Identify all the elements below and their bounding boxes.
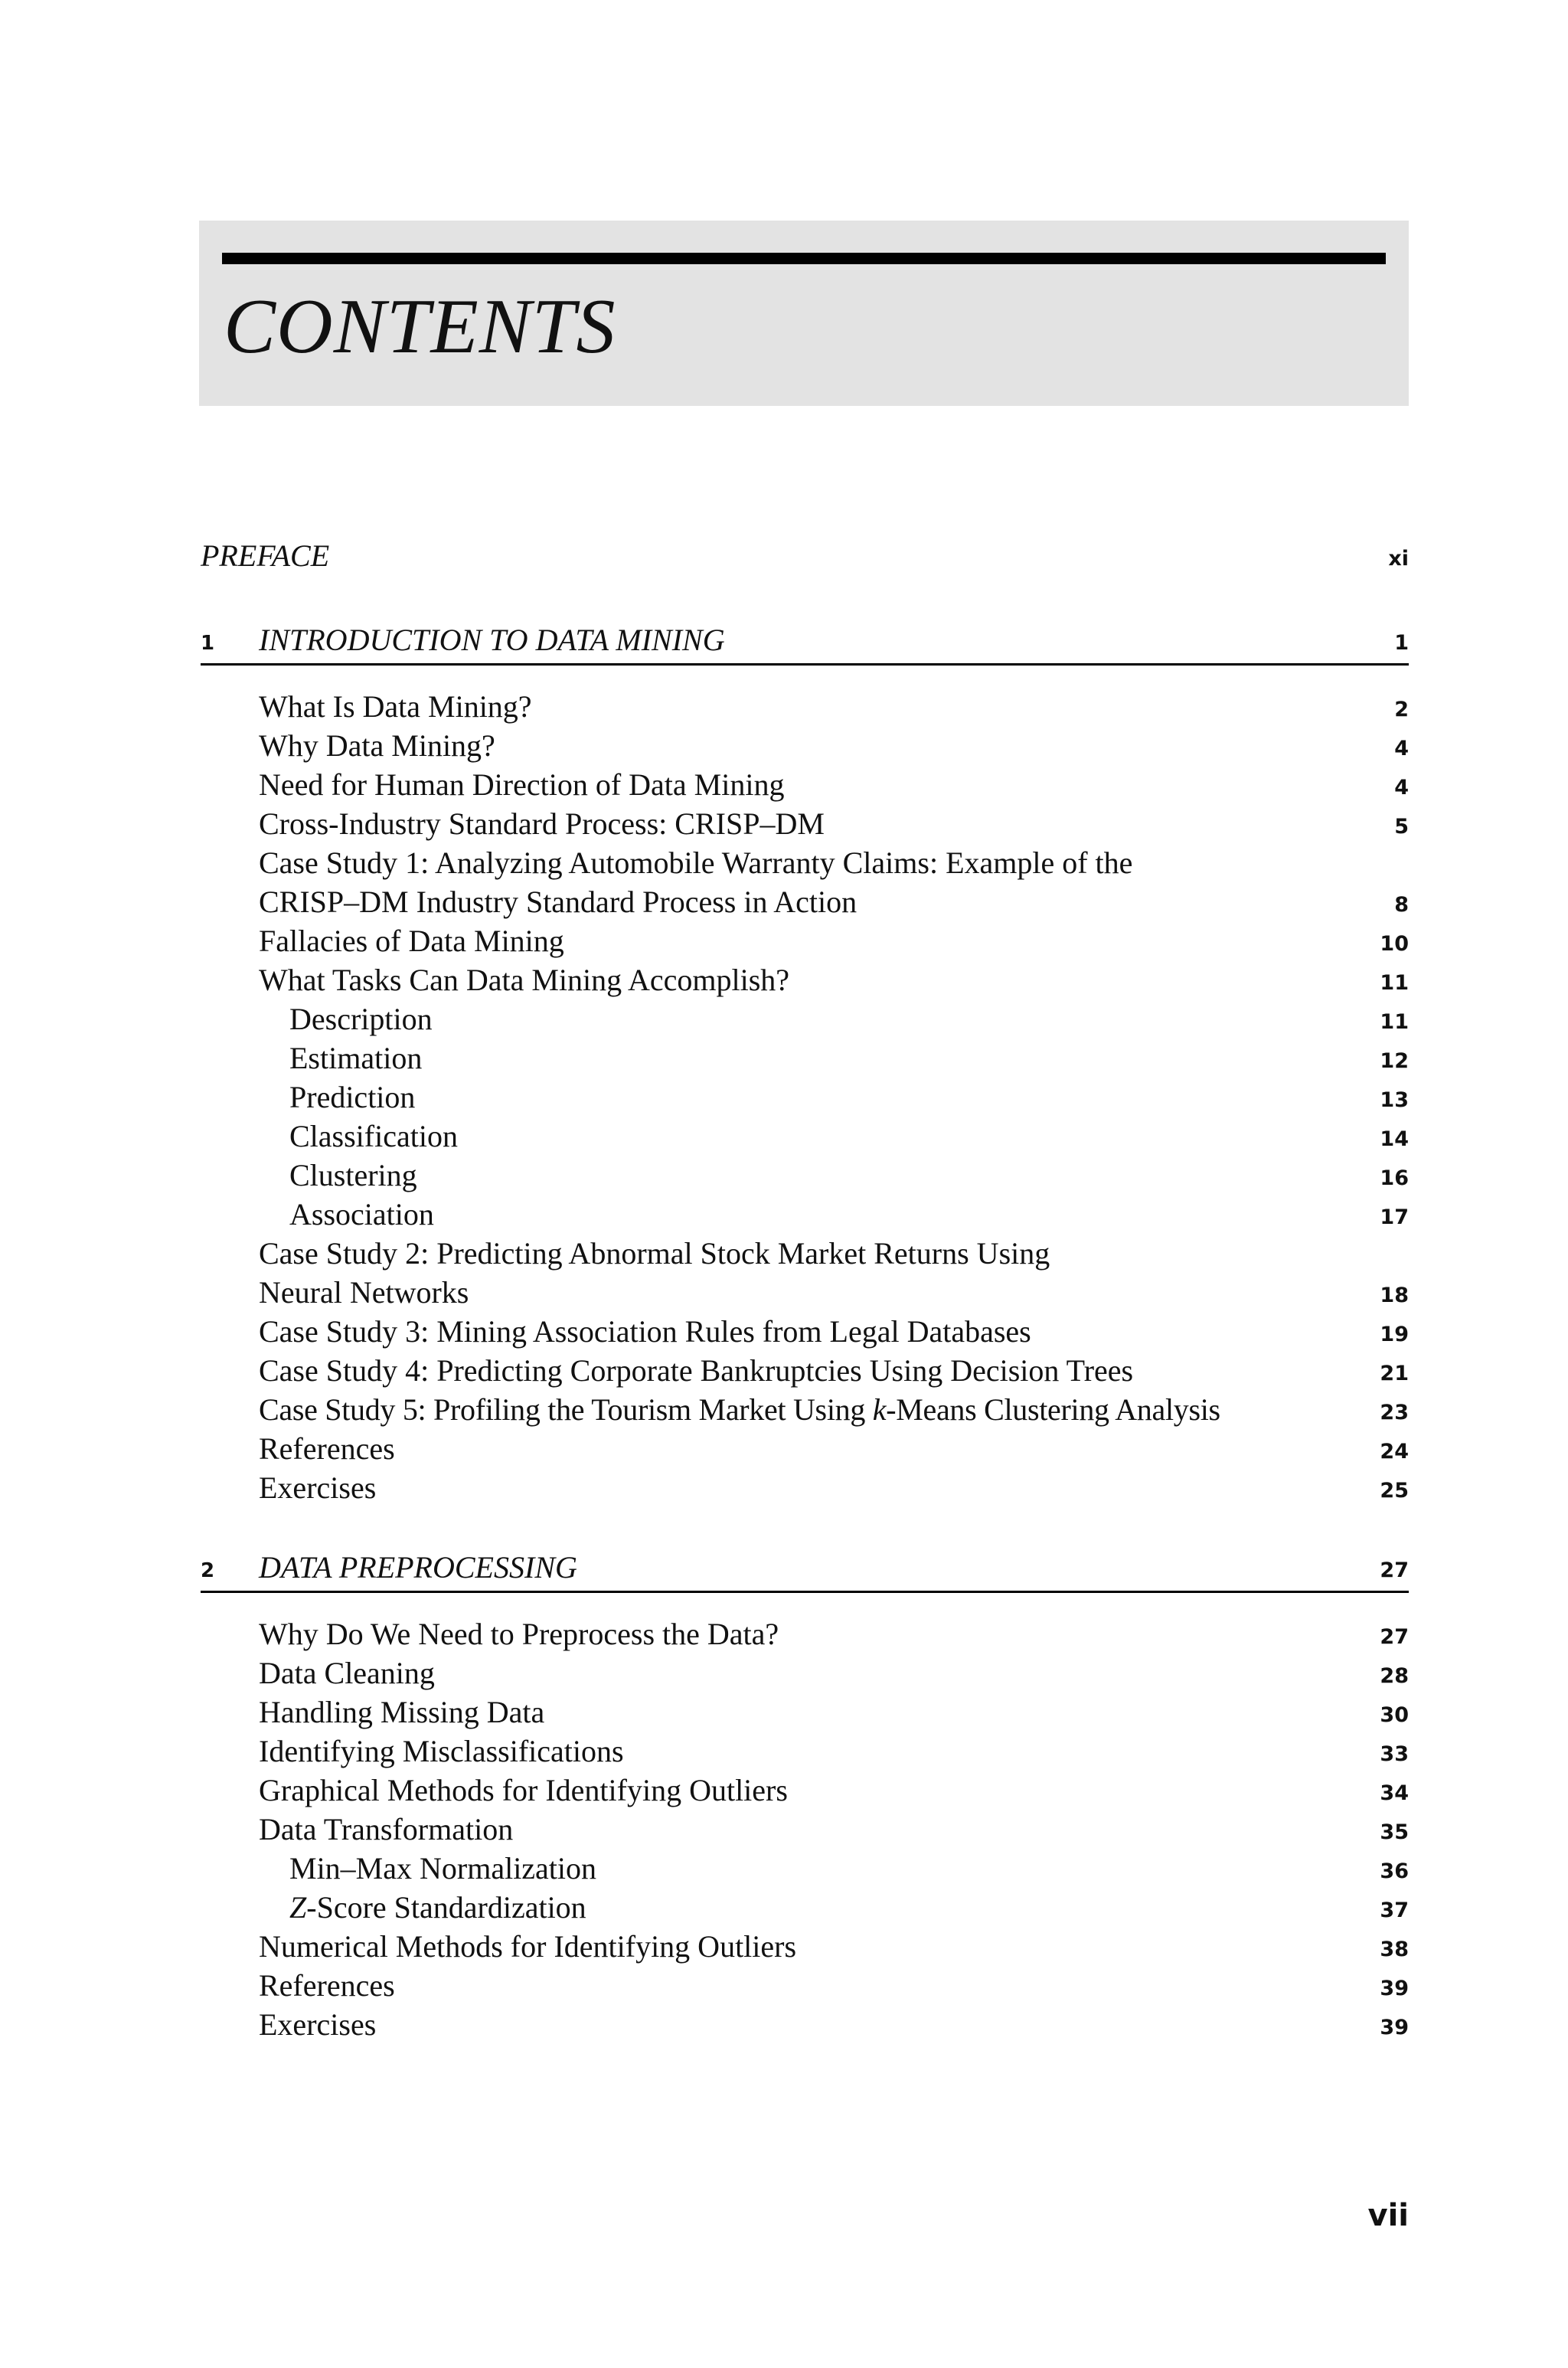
page-title: CONTENTS [224,283,616,370]
toc-entry-title: Why Data Mining? [259,728,495,763]
toc-entry-title: Association [289,1197,434,1231]
toc-entry-page: 4 [1394,776,1409,800]
chapter-rule [201,663,1409,666]
toc-entry-page: 10 [1380,932,1409,956]
toc-entry[interactable] [201,687,1409,727]
toc-entry-title: Handling Missing Data [259,1695,545,1729]
toc-entry-title: Exercises [259,1470,377,1505]
preface-page-number: xi [1388,547,1409,571]
toc-entry-title: Exercises [259,2007,377,2042]
toc-entry-page: 39 [1380,2016,1409,2039]
toc-entry-title [289,1888,586,1928]
toc-entry-page: 36 [1380,1859,1409,1883]
contents-banner [199,221,1409,406]
toc-entry-page: 28 [1380,1664,1409,1688]
toc-entry[interactable] [201,960,1409,1000]
toc-entry-title: Data Cleaning [259,1656,435,1690]
toc-entry[interactable] [201,1429,1409,1469]
toc-entry-title: Numerical Methods for Identifying Outliers [259,1929,797,1964]
toc-entry[interactable] [201,1927,1409,1967]
toc-entry-title: References [259,1968,395,2003]
toc-entry-page: 25 [1380,1479,1409,1503]
toc-entry-page: 2 [1394,698,1409,721]
toc-entry[interactable] [201,1312,1409,1352]
toc-subentry[interactable] [201,999,1409,1039]
toc-subentry[interactable] [201,1078,1409,1117]
toc-entry-title: Case Study 2: Predicting Abnormal Stock Market Returns Using [259,1236,1050,1271]
toc-subentry[interactable] [201,1117,1409,1156]
toc-entry-title: Clustering [289,1158,417,1192]
toc-entry-title: Description [289,1002,433,1036]
toc-entry[interactable] [201,1351,1409,1391]
toc-entry-page: 11 [1380,1010,1409,1034]
toc-entry-title-part: -Means Clustering Analysis [886,1392,1220,1427]
toc-entry-page: 12 [1380,1049,1409,1073]
toc-entry-title: References [259,1431,395,1466]
chapter-heading-1[interactable] [201,620,1409,660]
toc-entry-page: 38 [1380,1938,1409,1961]
toc-entry[interactable] [201,726,1409,766]
toc-entry[interactable] [201,1966,1409,2006]
toc-entry-title: CRISP–DM Industry Standard Process in Action [259,885,858,919]
toc-entry[interactable] [201,1771,1409,1810]
chapter-number: 2 [201,1559,215,1582]
chapter-rule [201,1591,1409,1593]
toc-entry-page: 17 [1380,1205,1409,1229]
toc-entry-page: 4 [1394,737,1409,760]
toc-entry-title: Why Do We Need to Preprocess the Data? [259,1617,779,1651]
toc-entry-page: 27 [1380,1625,1409,1649]
toc-entry-title: Case Study 1: Analyzing Automobile Warranty Claims: Example of the [259,845,1133,880]
toc-entry-title: Case Study 4: Predicting Corporate Bankruptcies Using Decision Trees [259,1353,1134,1388]
toc-entry-title: Graphical Methods for Identifying Outliers [259,1773,788,1807]
toc-entry[interactable] [201,765,1409,805]
toc-preface-row[interactable] [201,536,1409,576]
chapter-title: DATA PREPROCESSING [259,1550,577,1585]
toc-subentry[interactable] [201,1038,1409,1078]
chapter-heading-2[interactable] [201,1548,1409,1588]
toc-entry-title-part: -Score Standardization [306,1890,586,1925]
preface-title: PREFACE [201,538,330,573]
toc-subentry[interactable] [201,1195,1409,1235]
toc-entry-title: Classification [289,1119,458,1153]
toc-entry-page: 14 [1380,1127,1409,1151]
toc-entry[interactable] [201,1468,1409,1508]
toc-entry-title: Need for Human Direction of Data Mining [259,767,785,802]
toc-entry-title: What Is Data Mining? [259,689,532,724]
chapter-number: 1 [201,632,215,655]
toc-entry-page: 11 [1380,971,1409,995]
toc-entry-title: Fallacies of Data Mining [259,924,564,958]
toc-entry-page: 18 [1380,1284,1409,1307]
toc-entry[interactable] [201,843,1409,883]
toc-entry-page: 8 [1394,893,1409,917]
toc-entry[interactable] [201,1234,1409,1274]
toc-entry[interactable] [201,1653,1409,1693]
toc-entry-page: 16 [1380,1166,1409,1190]
toc-entry-title: Neural Networks [259,1275,469,1310]
toc-entry-page: 5 [1394,815,1409,839]
toc-entry-title: Data Transformation [259,1812,514,1846]
toc-entry-page: 34 [1380,1781,1409,1805]
toc-entry-page: 13 [1380,1088,1409,1112]
toc-entry[interactable] [201,1390,1409,1430]
toc-entry-page: 37 [1380,1899,1409,1922]
toc-entry-page: 23 [1380,1401,1409,1424]
toc-entry-page: 33 [1380,1742,1409,1766]
chapter-page-number: 1 [1394,631,1409,655]
toc-subentry[interactable] [201,1156,1409,1195]
banner-rule [222,253,1386,264]
toc-entry-title: Case Study 3: Mining Association Rules from Legal Databases [259,1314,1031,1349]
toc-entry[interactable] [201,1273,1409,1313]
toc-subentry[interactable] [201,1888,1409,1928]
toc-entry-page: 30 [1380,1703,1409,1727]
toc-entry-title: Min–Max Normalization [289,1851,597,1886]
toc-entry-title: Identifying Misclassifications [259,1734,624,1768]
toc-entry[interactable] [201,1810,1409,1850]
toc-entry-page: 24 [1380,1440,1409,1464]
toc-entry-title: Estimation [289,1041,423,1075]
toc-entry-title: Cross-Industry Standard Process: CRISP–DM [259,806,825,841]
toc-entry-title [259,1390,1220,1430]
toc-entry-title-part: Case Study 5: Profiling the Tourism Market Using [259,1392,873,1427]
toc-entry-page: 21 [1380,1362,1409,1385]
toc-entry[interactable] [201,882,1409,922]
toc-entry-page: 39 [1380,1977,1409,2000]
toc-entry-page: 19 [1380,1323,1409,1346]
toc-entry[interactable] [201,804,1409,844]
toc-entry-title: Prediction [289,1080,416,1114]
toc-entry[interactable] [201,1693,1409,1732]
page-folio: vii [1367,2198,1409,2233]
toc-subentry[interactable] [201,1849,1409,1889]
toc-entry[interactable] [201,1614,1409,1654]
toc-entry-title: What Tasks Can Data Mining Accomplish? [259,963,790,997]
toc-entry[interactable] [201,2005,1409,2045]
toc-entry-page: 35 [1380,1820,1409,1844]
toc-entry[interactable] [201,1732,1409,1771]
toc-entry-title-italic: k [872,1392,887,1427]
chapter-page-number: 27 [1380,1558,1409,1582]
chapter-title: INTRODUCTION TO DATA MINING [259,623,725,657]
toc-entry[interactable] [201,921,1409,961]
toc-entry-title-italic: Z [289,1890,307,1925]
